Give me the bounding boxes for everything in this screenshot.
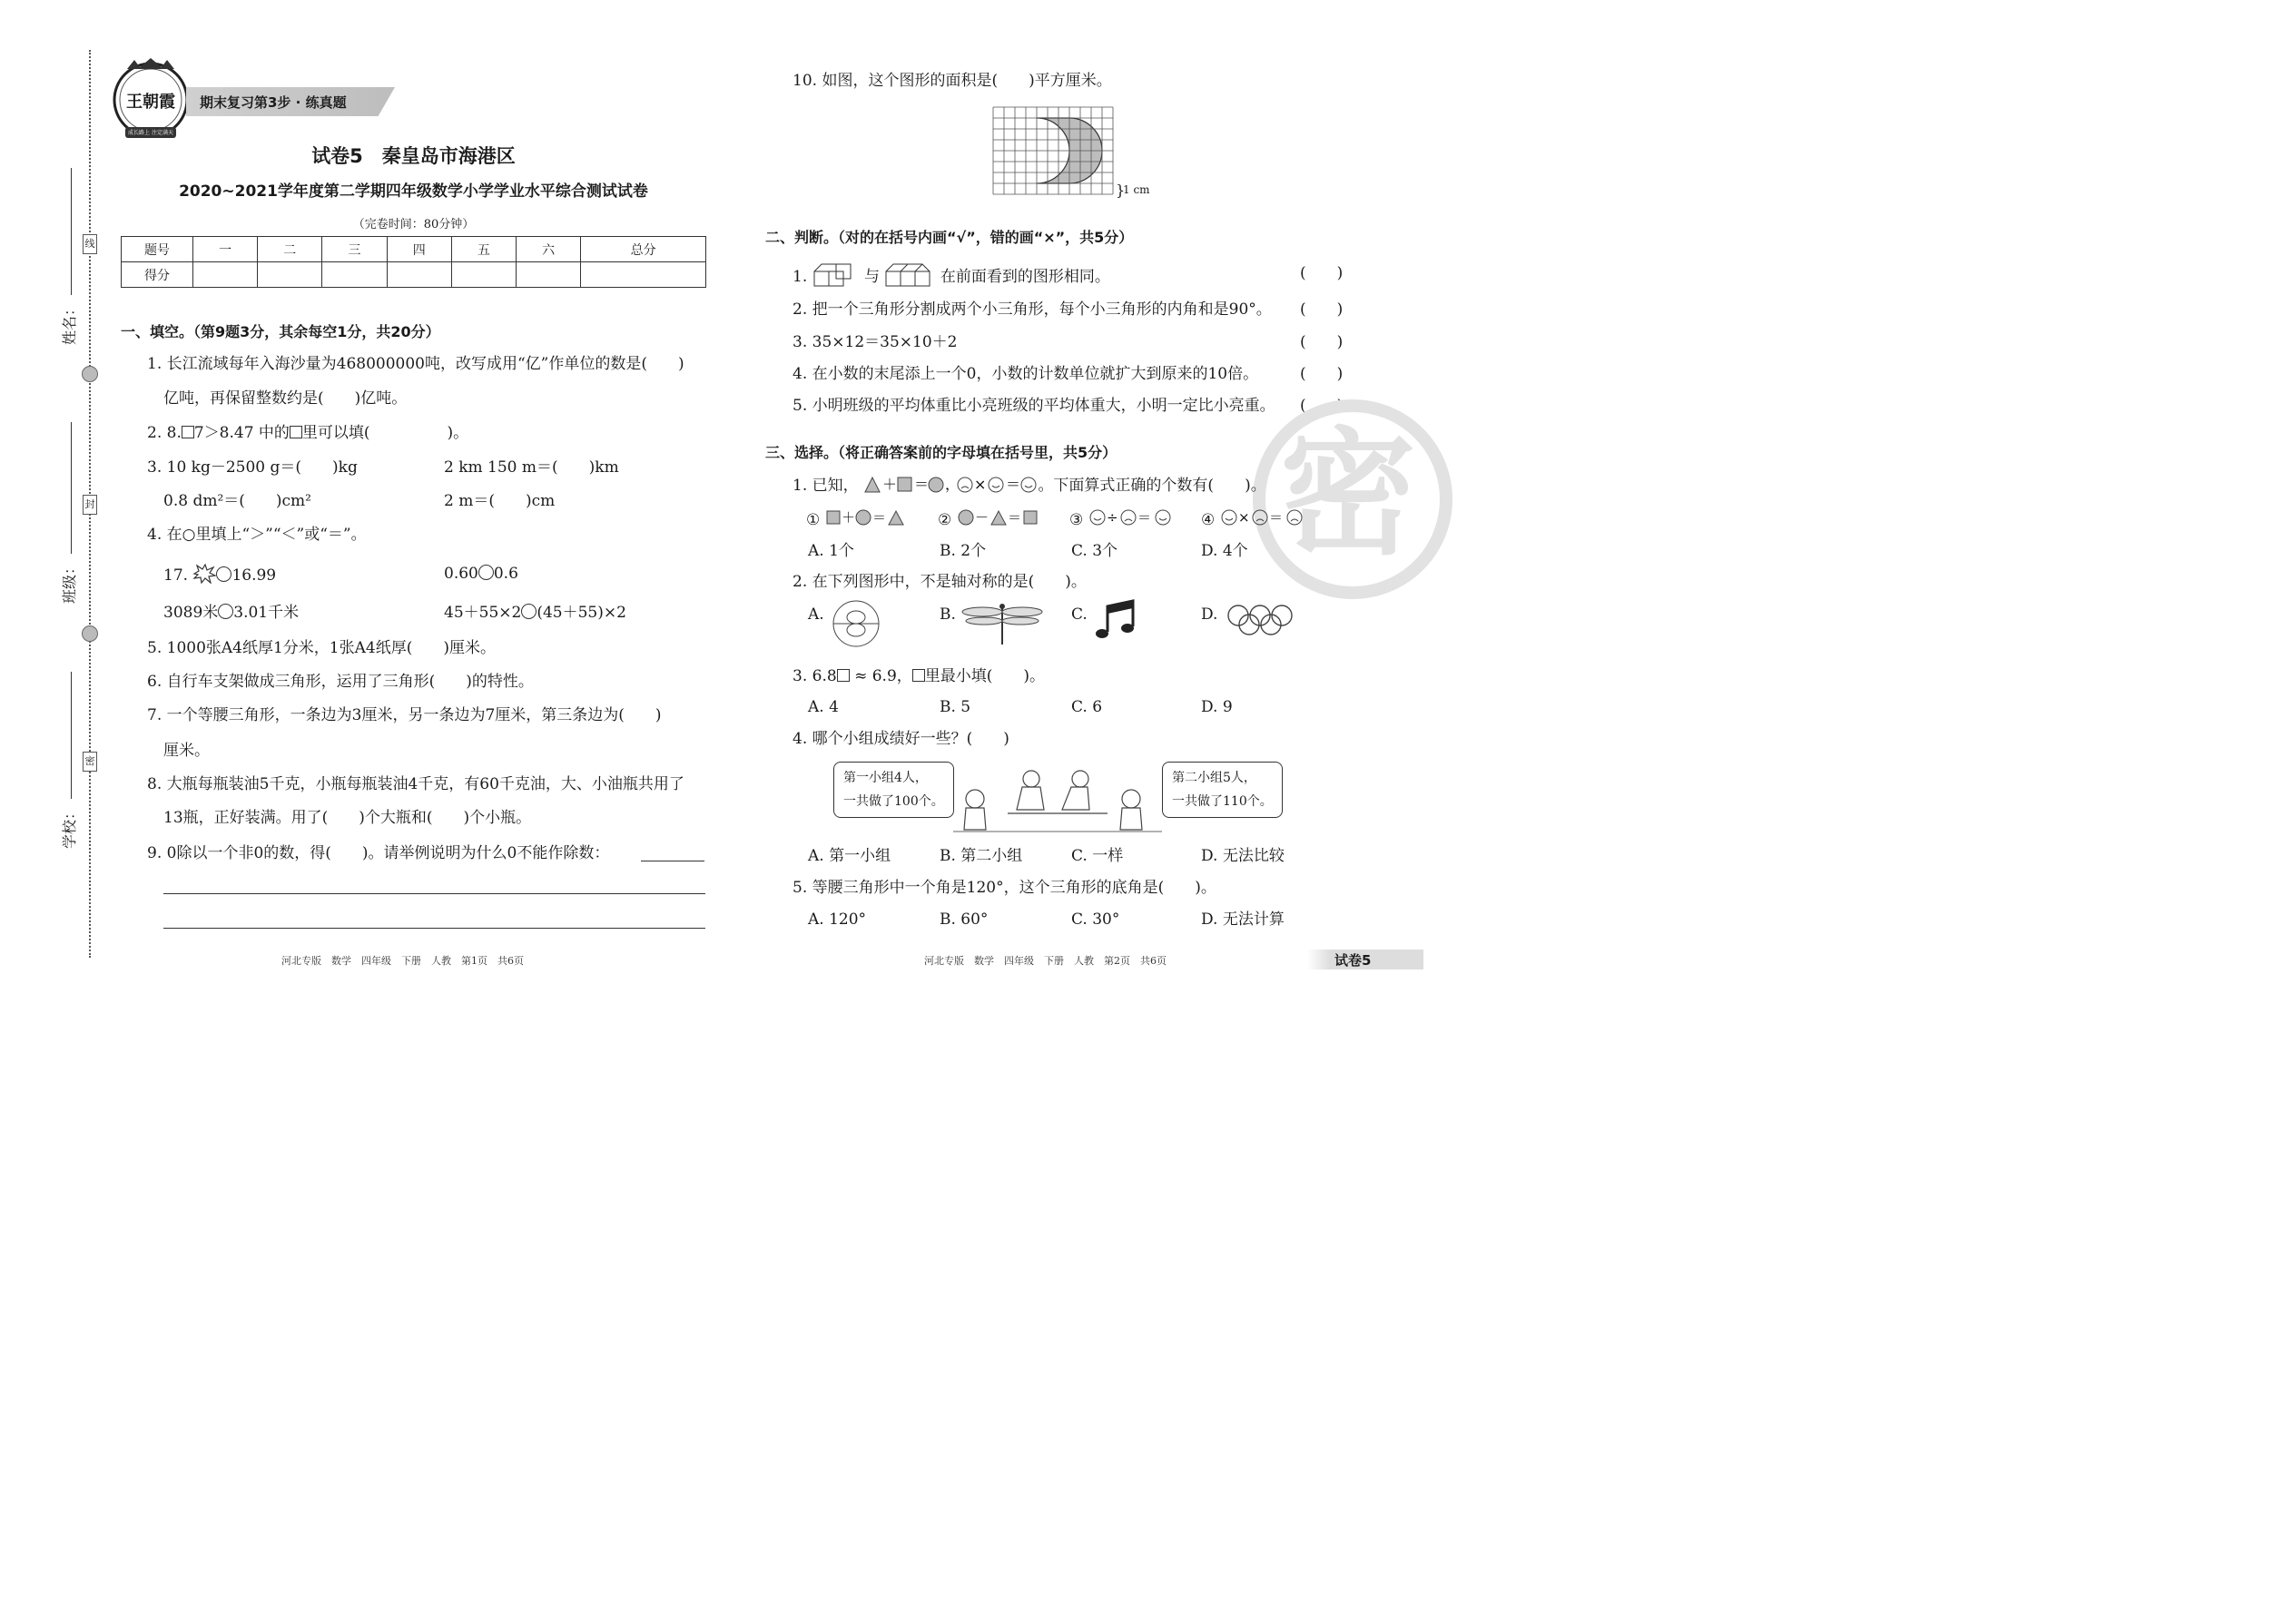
s2-q5-paren[interactable]: ( ) [1300,397,1344,415]
svg-text:＝: ＝ [1007,509,1021,526]
circle-figure-icon [830,599,882,648]
s3-q1-choice-c[interactable]: C. 3个 [1071,542,1118,560]
s3-q5-choice-b[interactable]: B. 60° [940,910,989,929]
score-cell[interactable] [322,262,387,288]
s2-q4-paren[interactable]: ( ) [1300,365,1344,383]
footer-tag: 试卷5 [1334,952,1372,969]
s3-q4: 4. 哪个小组成绩好一些？( ) [793,730,1009,748]
cut-mark-2: 封 [83,495,97,515]
footer-left: 河北专版 数学 四年级 下册 人教 第1页 共6页 [281,955,524,967]
score-header-cell: 六 [517,237,581,262]
option-faces-icon [1220,508,1311,527]
s2-q1: 1. 与 在前面看到的图形相同。 [793,262,1110,288]
s3-q1: 1. 已知， ＋ ＝ ， × ＝ 。下面算式正确的个数有( )。 [793,476,1266,495]
option-shapes-icon [825,508,909,527]
blank-box [290,426,302,438]
svg-text:×: × [974,476,987,493]
s1-q4c: 3089米 3.01千米 [163,604,300,622]
dragonfly-icon [960,601,1044,646]
answer-line[interactable] [163,893,705,894]
blank-box[interactable] [182,426,194,438]
bubble2-line1: 第二小组5人， [1172,771,1256,785]
cut-mark-1: 线 [83,234,97,254]
s3-q5-choice-c[interactable]: C. 30° [1071,910,1120,929]
s1-q9: 9. 0除以一个非0的数，得( )。请举例说明为什么0不能作除数： [147,844,610,862]
s1-q3a: 3. 10 kg－2500 g＝( )kg [147,458,358,477]
children-illustration [953,763,1162,835]
step-banner-text: 期末复习第3步 · 练真题 [200,94,347,111]
exam-time: （完卷时间：80分钟） [352,218,475,231]
binding-hole-icon [82,366,98,382]
score-table [121,236,706,288]
score-row [122,262,706,288]
s1-q1-line2: 亿吨，再保留整数约是( )亿吨。 [163,389,408,408]
class-label: 班级： [61,559,78,604]
name-label: 姓名： [61,300,78,345]
ink-blot-icon [192,564,216,584]
s1-q4b: 0.60 0.6 [444,565,518,583]
svg-text:＝: ＝ [1268,509,1283,526]
score-header-cell: 三 [322,237,387,262]
s1-q3b: 2 km 150 m＝( )km [444,458,619,477]
s3-q3-choice-d[interactable]: D. 9 [1201,698,1233,716]
binding-hole-icon [82,625,98,642]
logo-sub: 成长路上 注定满天 [128,130,173,136]
bubble1-line1: 第一小组4人， [843,771,928,785]
school-label: 学校： [61,804,78,849]
s3-q1-choice-d[interactable]: D. 4个 [1201,542,1248,560]
class-field[interactable] [71,422,72,554]
s2-q2: 2. 把一个三角形分割成两个小三角形，每个小三角形的内角和是90°。 [793,300,1272,319]
s1-q8-line1: 8. 大瓶每瓶装油5千克，小瓶每瓶装油4千克，有60千克油，大、小油瓶共用了 [147,775,684,793]
cut-mark-3: 密 [83,752,97,772]
s1-q8-line2: 13瓶，正好装满。用了( )个大瓶和( )个小瓶。 [163,809,532,827]
option-faces-icon [1088,508,1179,527]
svg-text:＝: ＝ [871,509,886,526]
s1-q1-line1: 1. 长江流域每年入海沙量为468000000吨，改写成用“亿”作单位的数是( ) [147,355,684,373]
compare-circle[interactable] [521,604,537,619]
svg-text:＋: ＋ [882,476,898,493]
blank-box[interactable] [837,669,850,682]
name-field[interactable] [71,168,72,295]
s3-q5-choice-a[interactable]: A. 120° [808,910,867,929]
answer-line[interactable] [163,928,705,929]
s1-q2: 2. 8. 7＞8.47 中的 里可以填( )。 [147,424,469,442]
score-header-cell: 四 [387,237,451,262]
s1-q4: 4. 在○里填上“＞”“＜”或“＝”。 [147,526,367,544]
s3-q4-choice-a[interactable]: A. 第一小组 [808,847,891,865]
score-cell[interactable] [258,262,322,288]
score-row-label: 得分 [122,262,193,288]
music-note-icon [1095,599,1138,641]
compare-circle[interactable] [216,566,231,582]
option-shapes-icon [957,508,1040,527]
svg-text:＝: ＝ [1137,509,1151,526]
s3-q1-choice-a[interactable]: A. 1个 [808,542,854,560]
score-header-cell: 二 [258,237,322,262]
svg-text:＋: ＋ [841,509,855,526]
s3-q4-choice-b[interactable]: B. 第二小组 [940,847,1023,865]
q10-text: 10. 如图，这个图形的面积是( )平方厘米。 [793,72,1112,90]
score-cell[interactable] [517,262,581,288]
score-header-cell: 五 [451,237,516,262]
s2-q1-paren[interactable]: ( ) [1300,264,1344,282]
footer-right: 河北专版 数学 四年级 下册 人教 第2页 共6页 [924,955,1167,967]
score-cell[interactable] [387,262,451,288]
section2-title: 二、判断。（对的在括号内画“√”，错的画“×”，共5分） [765,229,1134,246]
score-header-row [122,237,706,262]
bubble1-line2: 一共做了100个。 [843,794,944,809]
compare-circle[interactable] [218,604,233,619]
brand-logo [109,56,192,143]
watermark-text: 密 [1280,416,1417,574]
s3-q2-choice-b[interactable]: B. [940,605,956,624]
score-header-cell: 一 [193,237,258,262]
q10-grid-figure [992,105,1114,196]
score-cell[interactable] [193,262,258,288]
s1-q3d: 2 m＝( )cm [444,492,556,510]
section1-title: 一、填空。（第9题3分，其余每空1分，共20分） [121,323,440,340]
s3-q4-choice-d[interactable]: D. 无法比较 [1201,847,1285,865]
s3-q1-choice-b[interactable]: B. 2个 [940,542,987,560]
svg-text:＝: ＝ [1006,476,1021,493]
cube-stack-icon [812,262,860,288]
s3-q3-choice-b[interactable]: B. 5 [940,698,971,716]
s1-q3c: 0.8 dm²＝( )cm² [163,492,311,510]
scale-bracket: } [1116,182,1126,199]
s3-q4-choice-c[interactable]: C. 一样 [1071,847,1124,865]
blank-box [912,669,925,682]
speech-bubble-group1 [833,762,954,818]
logo-text: 王朝霞 [126,93,175,112]
exam-title: 试卷5 秦皇岛市海港区 [311,145,516,167]
s1-q7-line2: 厘米。 [163,742,210,760]
s1-q4d: 45＋55×2 (45＋55)×2 [444,604,626,622]
score-header-cell: 总分 [581,237,706,262]
s1-q6: 6. 自行车支架做成三角形，运用了三角形( )的特性。 [147,673,534,691]
svg-text:÷: ÷ [1106,509,1118,526]
svg-text:－: － [974,509,989,526]
s3-q1-opt3: ③ ÷ ＝ [1069,508,1179,530]
exam-subtitle: 2020~2021学年度第二学期四年级数学小学学业水平综合测试试卷 [179,182,648,201]
svg-text:＝: ＝ [914,476,930,493]
svg-text:，: ， [945,476,960,493]
s3-q3: 3. 6.8 ≈ 6.9， 里最小填( )。 [793,667,1046,685]
section3-title: 三、选择。（将正确答案前的字母填在括号里，共5分） [765,444,1117,461]
s3-q1-opt2: ② － ＝ [938,508,1040,530]
s3-q1-opt1: ① ＋ ＝ [806,508,909,530]
school-field[interactable] [71,672,72,799]
s1-q4a: 17. 16.99 [163,564,276,586]
s2-q5: 5. 小明班级的平均体重比小亮班级的平均体重大，小明一定比小亮重。 [793,397,1275,415]
s3-q3-choice-c[interactable]: C. 6 [1071,698,1103,716]
s3-q2-choice-a[interactable]: A. [808,605,824,624]
s2-q3-paren[interactable]: ( ) [1300,333,1344,351]
svg-text:×: × [1237,509,1250,526]
cube-stack-icon [884,262,935,288]
s1-q7-line1: 7. 一个等腰三角形，一条边为3厘米，另一条边为7厘米，第三条边为( ) [147,706,662,724]
s3-q5-choice-d[interactable]: D. 无法计算 [1201,910,1285,929]
s3-q3-choice-a[interactable]: A. 4 [808,698,839,716]
score-cell[interactable] [451,262,516,288]
s3-q1-opt4: ④ × ＝ [1201,508,1311,530]
s3-q2-choice-d[interactable]: D. [1201,605,1218,624]
s2-q4: 4. 在小数的末尾添上一个0，小数的计数单位就扩大到原来的10倍。 [793,365,1259,383]
olympic-rings-icon [1226,603,1295,637]
s3-q5: 5. 等腰三角形中一个角是120°，这个三角形的底角是( )。 [793,879,1216,897]
s2-q3: 3. 35×12＝35×10＋2 [793,333,958,351]
bubble2-line2: 一共做了110个。 [1172,794,1273,809]
s3-q2-choice-c[interactable]: C. [1071,605,1088,624]
compare-circle[interactable] [478,565,494,580]
score-header-cell: 题号 [122,237,193,262]
s2-q2-paren[interactable]: ( ) [1300,300,1344,319]
scale-label: 1 cm [1123,183,1150,196]
s3-q2: 2. 在下列图形中，不是轴对称的是( )。 [793,573,1087,591]
score-cell[interactable] [581,262,706,288]
s1-q5: 5. 1000张A4纸厚1分米，1张A4纸厚( )厘米。 [147,639,496,657]
speech-bubble-group2 [1162,762,1283,818]
